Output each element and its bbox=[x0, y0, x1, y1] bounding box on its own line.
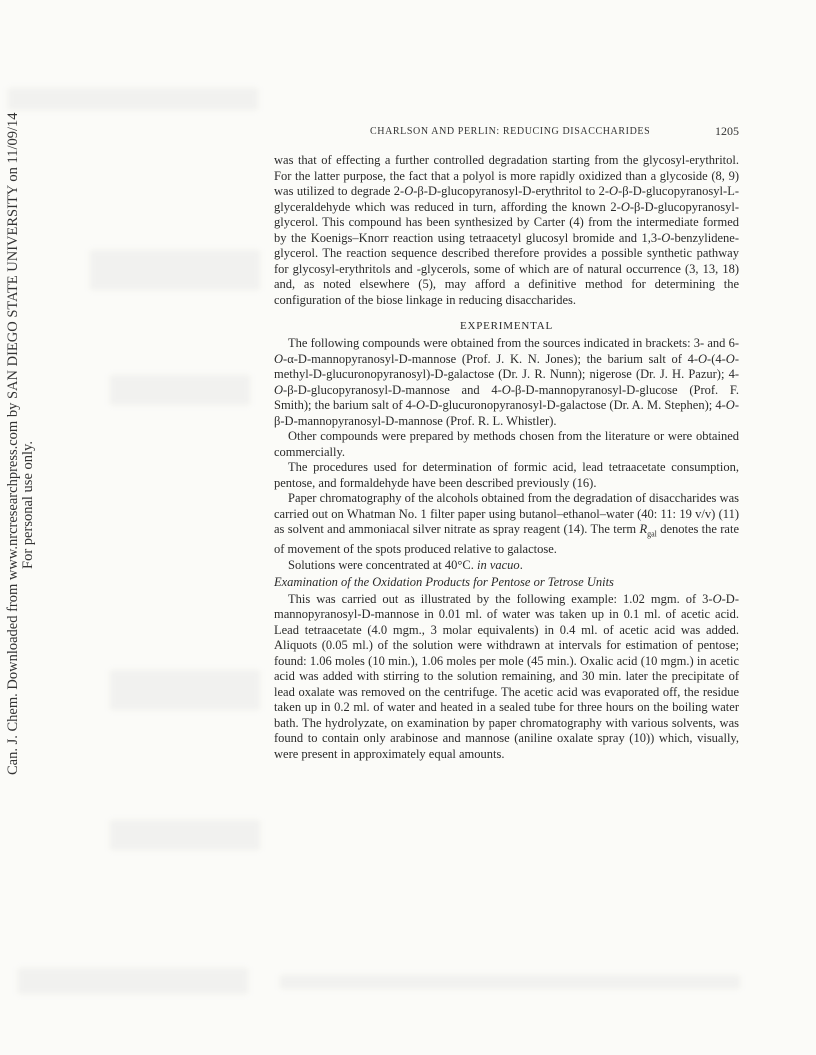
scan-smudge bbox=[280, 975, 740, 989]
final-paragraph: This was carried out as illustrated by the following example: 1.02 mgm. of 3-O-D-mannopyranosyl-D-mannose in 0.01 ml. of water was taken up in 0.1 ml. of acetic acid. Lead tetraacetate (4.0 mgm., 3 molar equivalents) in 0.4 ml. of acetic acid was added. Aliquots (0.05 ml.) of the solution were withdrawn at intervals for estimation of pentose; found: 1.06 moles (10 min.), 1.06 moles per mole (45 min.). Oxalic acid (10 mgm.) in acetic acid was added with stirring to the solution remaining, and 30 min. later the precipitate of lead oxalate was removed on the centrifuge. The acetic acid was evaporated off, the residue taken up in 0.2 ml. of water and heated in a sealed tube for three hours on the boiling water bath. The hydrolyzate, on examination by paper chromatography with various solvents, was found to contain only arabinose and mannose (aniline oxalate spray (10)) which, visually, were present in approximately equal amounts. bbox=[274, 591, 739, 761]
experimental-paragraph-4: Paper chromatography of the alcohols obtained from the degradation of disaccharides was carried out on Whatman No. 1 filter paper using butanol–ethanol–water (40: 11: 19 v/v) (11) as solvent and ammoniacal silver nitrate as spray reagent (14). The term $R_{gal}$ denotes the rate of movement of the spots produced relative to galactose. bbox=[274, 491, 740, 556]
scan-smudge bbox=[8, 88, 258, 110]
experimental-paragraph-2: Other compounds were prepared by methods chosen from the literature or were obtained commercially. bbox=[274, 429, 739, 459]
intro-paragraph: was that of effecting a further controlled degradation starting from the glycosyl-erythritol. For the latter purpose, the fact that a polyol is more rapidly oxidized than a glycoside (8, 9) was utilized to degrade 2-O-β-D-glucopyranosyl-D-erythritol to 2-O-β-D-glucopyranosyl-L-glyceraldehyde which was reduced in turn, affording the known 2-O-β-D-glucopyranosyl-glycerol. This compound has been synthesized by Carter (4) from the intermediate formed by the Koenigs–Knorr reaction using tetraacetyl glucosyl bromide and 1,3-O-benzylidene-glycerol. The reaction sequence described therefore provides a possible synthetic pathway for glycosyl-erythritols and -glycerols, some of which are of natural occurrence (3, 13, 18) and, as noted elsewhere (5), may afford a definitive method for determining the configuration of the biose linkage in reducing disaccharides. bbox=[274, 153, 739, 307]
scan-smudge bbox=[110, 375, 250, 405]
scan-smudge bbox=[90, 250, 260, 290]
subheading: Examination of the Oxidation Products for Pentose or Tetrose Units bbox=[274, 575, 614, 589]
journal-page bbox=[274, 123, 739, 762]
experimental-paragraph-5: Solutions were concentrated at 40°C. in vacuo. bbox=[288, 557, 523, 572]
section-heading: EXPERIMENTAL bbox=[459, 320, 554, 332]
watermark-line-2: For personal use only. bbox=[20, 441, 36, 569]
scan-smudge bbox=[110, 670, 260, 710]
download-watermark bbox=[5, 112, 66, 775]
scan-smudge bbox=[18, 968, 248, 994]
scan-smudge bbox=[110, 820, 260, 850]
running-head bbox=[274, 123, 739, 139]
page-number: 1205 bbox=[715, 124, 739, 138]
experimental-paragraph-3: The procedures used for determination of formic acid, lead tetraacetate consumption, pentose, and formaldehyde have been described previously (16). bbox=[274, 460, 739, 490]
running-head-title: CHARLSON AND PERLIN: REDUCING DISACCHARIDES bbox=[370, 126, 651, 137]
experimental-paragraph-1: The following compounds were obtained from the sources indicated in brackets: 3- and 6-O-α-D-mannopyranosyl-D-mannose (Prof. J. K. N. Jones); the barium salt of 4-O-(4-O-methyl-D-glucuronopyranosyl)-D-galactose (Dr. J. R. Nunn); nigerose (Dr. J. H. Pazur); 4-O-β-D-glucopyranosyl-D-mannose and 4-O-β-D-mannopyranosyl-D-glucose (Prof. F. Smith); the barium salt of 4-O-D-glucuronopyranosyl-D-galactose (Dr. A. M. Stephen); 4-O-β-D-mannopyranosyl-D-mannose (Prof. R. L. Whistler). bbox=[274, 336, 739, 428]
watermark-line-1: Can. J. Chem. Downloaded from www.nrcresearchpress.com by SAN DIEGO STATE UNIVERSITY on 11/09/14 bbox=[5, 112, 21, 775]
